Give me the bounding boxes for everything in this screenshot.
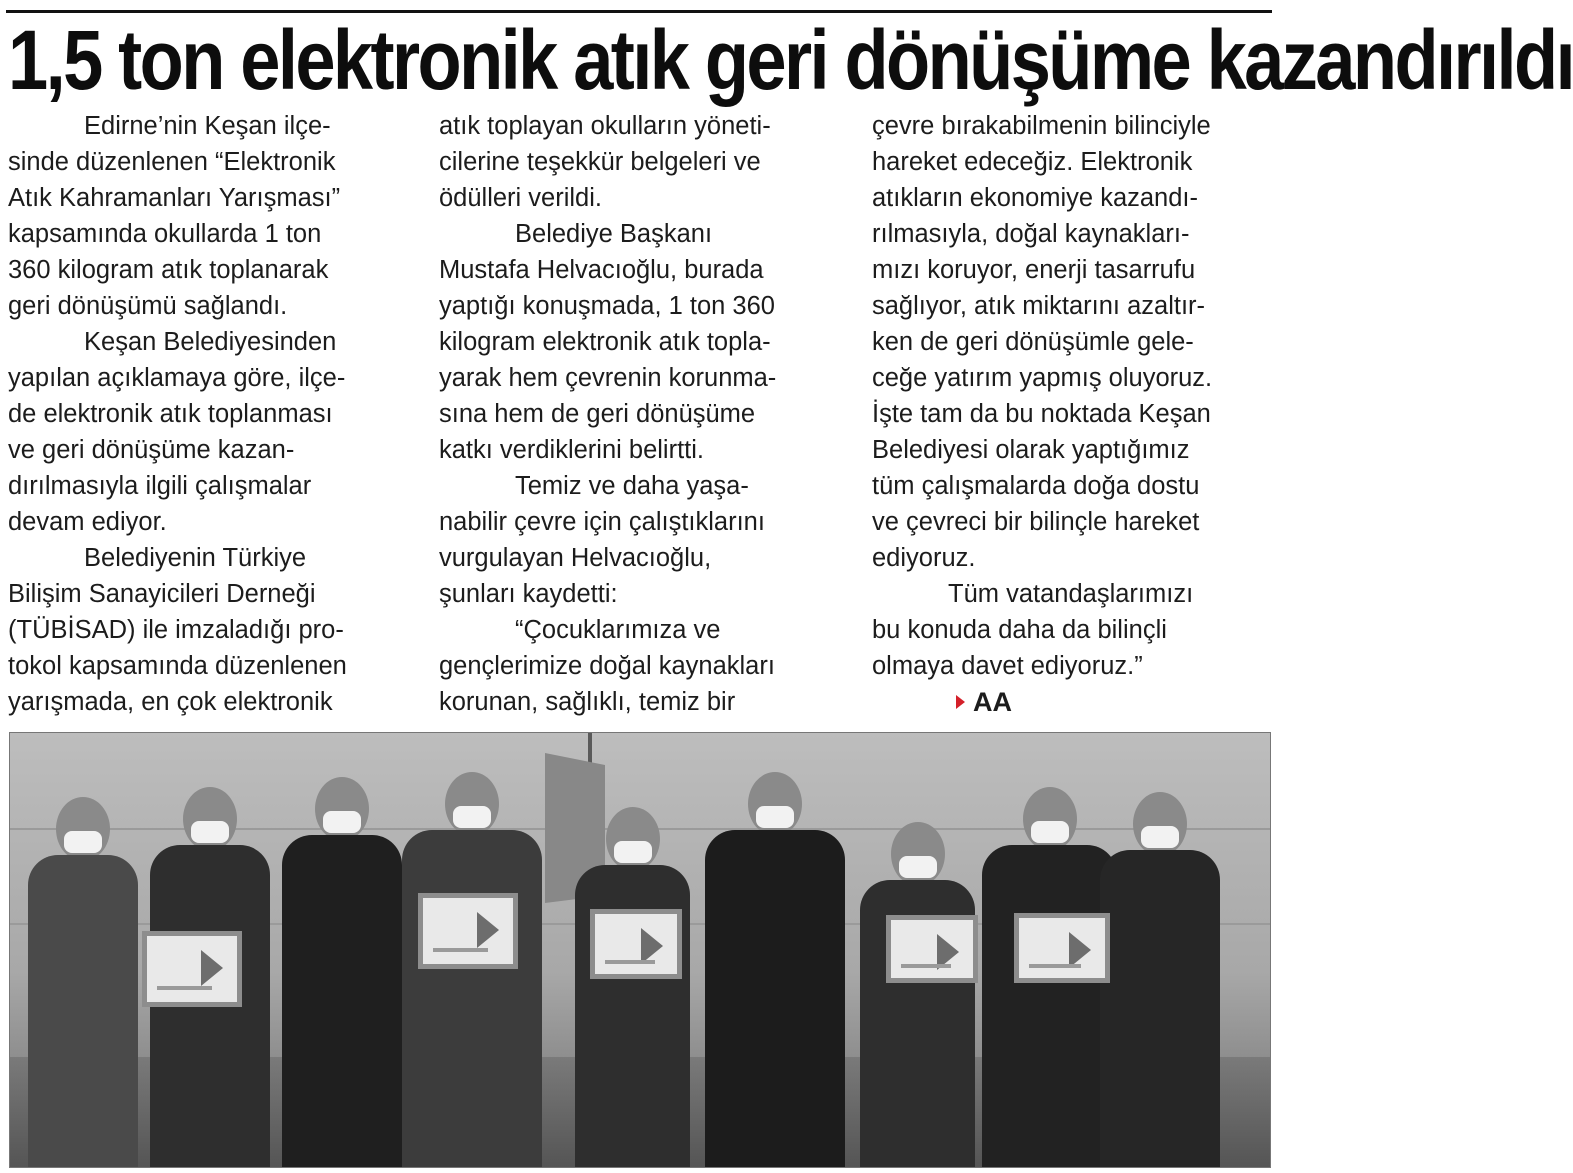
text-line: korunan, sağlıklı, temiz bir bbox=[439, 688, 736, 716]
text-line: Belediye Başkanı bbox=[515, 220, 713, 248]
text-line: yaptığı konuşmada, 1 ton 360 bbox=[439, 292, 775, 320]
person bbox=[28, 797, 138, 1167]
person-body bbox=[705, 830, 845, 1167]
text-line: ödülleri verildi. bbox=[439, 184, 602, 212]
text-line: İşte tam da bu noktada Keşan bbox=[872, 400, 1211, 428]
certificate-frame bbox=[590, 909, 682, 979]
text-line: yarışmada, en çok elektronik bbox=[8, 688, 333, 716]
person-body bbox=[982, 845, 1117, 1167]
text-line: olmaya davet ediyoruz.” bbox=[872, 652, 1143, 680]
headline: 1,5 ton elektronik atık geri dönüşüme kazandırıldı bbox=[8, 13, 1573, 107]
face-mask bbox=[64, 831, 102, 853]
text-line: Belediyesi olarak yaptığımız bbox=[872, 436, 1190, 464]
text-line: mızı koruyor, enerji tasarrufu bbox=[872, 256, 1196, 284]
text-line: ediyoruz. bbox=[872, 544, 976, 572]
text-line: çevre bırakabilmenin bilinciyle bbox=[872, 112, 1211, 140]
text-line: geri dönüşümü sağlandı. bbox=[8, 292, 288, 320]
person bbox=[1100, 792, 1220, 1167]
chevron-icon bbox=[1069, 932, 1091, 968]
face-mask bbox=[1031, 821, 1069, 843]
text-line: 360 kilogram atık toplanarak bbox=[8, 256, 329, 284]
text-line: kilogram elektronik atık topla- bbox=[439, 328, 771, 356]
face-mask bbox=[191, 821, 229, 843]
person bbox=[402, 772, 542, 1167]
text-line: Bilişim Sanayicileri Derneği bbox=[8, 580, 316, 608]
text-line: atıkların ekonomiye kazandı- bbox=[872, 184, 1198, 212]
text-line: de elektronik atık toplanması bbox=[8, 400, 333, 428]
article-column-3 bbox=[872, 108, 1272, 720]
text-line: Tüm vatandaşlarımızı bbox=[948, 580, 1194, 608]
text-line: sına hem de geri dönüşüme bbox=[439, 400, 756, 428]
text-line: “Çocuklarımıza ve bbox=[515, 616, 721, 644]
article-column-2 bbox=[439, 108, 849, 720]
text-line: şunları kaydetti: bbox=[439, 580, 618, 608]
text-line: ve geri dönüşüme kazan- bbox=[8, 436, 295, 464]
text-line: tokol kapsamında düzenlenen bbox=[8, 652, 347, 680]
text-line: Atık Kahramanları Yarışması” bbox=[8, 184, 341, 212]
group-photo bbox=[9, 732, 1271, 1168]
text-line: ceğe yatırım yapmış oluyoruz. bbox=[872, 364, 1213, 392]
face-mask bbox=[899, 856, 937, 878]
text-line: dırılmasıyla ilgili çalışmalar bbox=[8, 472, 312, 500]
face-mask bbox=[756, 806, 794, 828]
face-mask bbox=[614, 841, 652, 863]
text-line: devam ediyor. bbox=[8, 508, 167, 536]
person-body bbox=[282, 835, 402, 1167]
person bbox=[860, 822, 975, 1167]
text-line: atık toplayan okulların yöneti- bbox=[439, 112, 771, 140]
text-line: bu konuda daha da bilinçli bbox=[872, 616, 1167, 644]
person-body bbox=[402, 830, 542, 1167]
certificate-frame bbox=[418, 893, 518, 969]
person-body bbox=[28, 855, 138, 1167]
text-line: ken de geri dönüşümle gele- bbox=[872, 328, 1194, 356]
text-line: nabilir çevre için çalıştıklarını bbox=[439, 508, 765, 536]
certificate-line bbox=[157, 986, 212, 990]
text-line: vurgulayan Helvacıoğlu, bbox=[439, 544, 712, 572]
person bbox=[575, 807, 690, 1167]
text-line: Edirne’nin Keşan ilçe- bbox=[84, 112, 331, 140]
certificate-line bbox=[605, 960, 655, 964]
text-line: Keşan Belediyesinden bbox=[84, 328, 337, 356]
text-line: sağlıyor, atık miktarını azaltır- bbox=[872, 292, 1206, 320]
certificate-frame bbox=[1014, 913, 1110, 983]
red-triangle-icon bbox=[956, 695, 965, 709]
text-line: rılmasıyla, doğal kaynakları- bbox=[872, 220, 1190, 248]
person bbox=[282, 777, 402, 1167]
chevron-icon bbox=[641, 928, 663, 964]
certificate-frame bbox=[886, 915, 978, 983]
text-line: yapılan açıklamaya göre, ilçe- bbox=[8, 364, 346, 392]
face-mask bbox=[1141, 826, 1179, 848]
text-line: katkı verdiklerini belirtti. bbox=[439, 436, 704, 464]
text-line: tüm çalışmalarda doğa dostu bbox=[872, 472, 1200, 500]
article-column-1 bbox=[8, 108, 418, 720]
face-mask bbox=[323, 811, 361, 833]
text-line: gençlerimize doğal kaynakları bbox=[439, 652, 775, 680]
certificate-line bbox=[901, 964, 951, 968]
certificate-line bbox=[433, 948, 488, 952]
text-line: ve çevreci bir bilinçle hareket bbox=[872, 508, 1200, 536]
certificate-frame bbox=[142, 931, 242, 1007]
text-line: (TÜBİSAD) ile imzaladığı pro- bbox=[8, 616, 344, 644]
certificate-line bbox=[1029, 964, 1081, 968]
person bbox=[705, 772, 845, 1167]
text-line: cilerine teşekkür belgeleri ve bbox=[439, 148, 761, 176]
text-line: sinde düzenlenen “Elektronik bbox=[8, 148, 336, 176]
face-mask bbox=[453, 806, 491, 828]
person-body bbox=[1100, 850, 1220, 1167]
text-line: hareket edeceğiz. Elektronik bbox=[872, 148, 1193, 176]
source-label: AA bbox=[973, 687, 1012, 717]
text-line: Temiz ve daha yaşa- bbox=[515, 472, 749, 500]
text-line: Mustafa Helvacıoğlu, burada bbox=[439, 256, 764, 284]
text-line: yarak hem çevrenin korunma- bbox=[439, 364, 777, 392]
chevron-icon bbox=[201, 950, 223, 986]
text-line: kapsamında okullarda 1 ton bbox=[8, 220, 322, 248]
source-credit bbox=[872, 684, 1272, 720]
text-line: Belediyenin Türkiye bbox=[84, 544, 307, 572]
chevron-icon bbox=[477, 912, 499, 948]
